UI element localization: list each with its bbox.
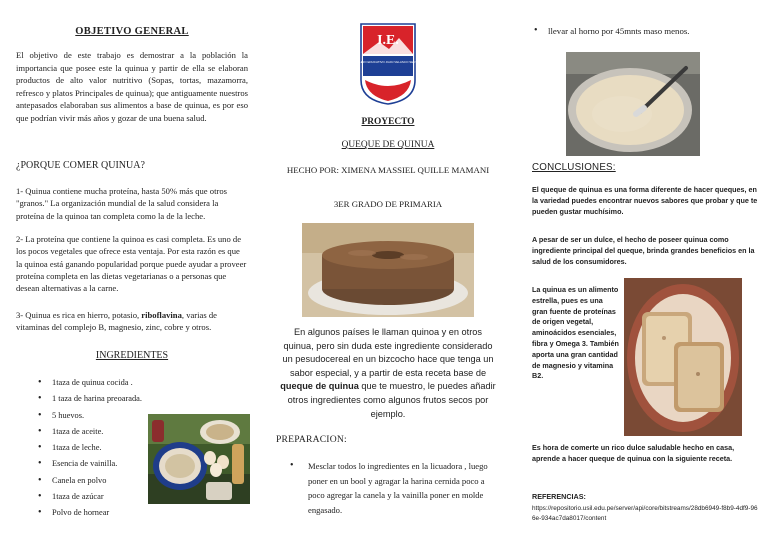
cake-slices-photo (624, 278, 742, 436)
list-item: • Esencia de vainilla. (38, 456, 158, 472)
list-item: • 1taza de aceite. (38, 424, 158, 440)
ingredients-photo (148, 414, 250, 504)
list-item: • Polvo de hornear (38, 505, 158, 521)
conclusion-4: Es hora de comerte un rico dulce saludable hecho en casa, aprende a hacer queque de quinua con la siguiente receta. (532, 443, 735, 463)
why-reason-3-bold: riboflavina (141, 310, 182, 320)
list-item: • 5 huevos. (38, 408, 158, 424)
list-item: • Mesclar todos lo ingredientes en la licuadora , luego poner en un bool y agragar la harina cernida poco a poco agregar la canela y la vainilla poner en molde engasado. (290, 459, 502, 517)
why-reason-3-start: 3- Quinua es rica en hierro, potasio, (16, 310, 142, 320)
why-reason-2: 2- La proteína que contiene la quinoa es casi completa. Es uno de los pocos vegetales que ofrece esta ventaja. Por esta razón es que la quinoa está ganando popularidad porque puede ayudar a proveer proteína completa en las dietas vegetarianas o a personas que desean alternativas a la carne. (16, 234, 247, 294)
preparation-title: PREPARACION: (276, 434, 347, 445)
references-title: REFERENCIAS: (532, 492, 586, 501)
conclusion-2: A pesar de ser un dulce, el hecho de poseer quinua como ingrediente principal del queque, brinda grandes beneficios en la salud de los consumidores. (532, 235, 755, 266)
school-logo (350, 22, 426, 106)
batter-bowl-photo (566, 52, 700, 156)
why-reason-3 (16, 309, 248, 334)
intro-paragraph (278, 326, 498, 421)
oven-step: • llevar al horno por 45mnts maso menos. (548, 26, 758, 36)
why-reason-3-end: , varias de vitaminas del complejo B, magnesio, zinc, cobre y otros. (16, 310, 217, 333)
preparation-list (290, 459, 502, 517)
quinoa-cake-photo (302, 223, 474, 317)
conclusion-1: El queque de quinua es una forma diferente de hacer queques, en la variedad puedes encontrar nuevos sabores que probar y que te pueden gustar muchísimo. (532, 185, 758, 216)
list-item: • 1taza de quinua cocida . (38, 375, 158, 391)
reference-link[interactable]: https://repositorio.usil.edu.pe/server/api/core/bitstreams/28db6949-f8b9-4df9-966e-934ac7da8017/content (532, 505, 758, 522)
ingredients-list (38, 375, 158, 522)
logo-caption: COMPLEJO EDUCATIVO JUAN VELASCO SECTOR 12 (350, 60, 426, 64)
conclusion-3: La quinua es un alimento estrella, pues es una gran fuente de proteínas de origen vegetal, aminoácidos esenciales, fibra y Omega 3. También aporta una gran cantidad de magnesio y vitamina B2. (532, 285, 619, 381)
middle-panel (272, 0, 504, 543)
list-item: • 1 taza de harina preoarada. (38, 391, 158, 407)
right-panel (528, 0, 756, 543)
objective-text: El objetivo de este trabajo es demostrar a la población la importancia que posee este la quinua y partir de ella se elaboran productos de alto valor nutritivo (Sopas, tortas, mazamorra, refresco y platos Principales de quinua); que antiguamente nuestros antepasados elaboraban sus alimentos a base de quinua, es por eso que podrían vivir más años y gozar de una buena salud. (16, 50, 248, 123)
intro-bold: queque de quinua (280, 381, 359, 392)
recipe-title: QUEQUE DE QUINUA (341, 140, 435, 150)
intro-end: que te muestro, le puedes añadir otros ingredientes como algunos frutos secos por ejemplo. (287, 381, 496, 419)
why-eat-quinoa-title: ¿PORQUE COMER QUINUA? (16, 160, 145, 171)
conclusions-title: CONCLUSIONES: (532, 162, 616, 173)
intro-start: En algunos países le llaman quinoa y en otros quinua, pero sin duda este ingrediente considerado un pesudocereal en un bizcocho hace que tenga un sabor especial, y a partir de esta receta base de (282, 327, 494, 378)
logo-text: I.E. (377, 33, 399, 48)
left-panel (16, 0, 248, 543)
objective-title: OBJETIVO GENERAL (75, 26, 189, 37)
list-item: • Canela en polvo (38, 473, 158, 489)
project-title: PROYECTO (361, 117, 415, 127)
list-item: • 1taza de azúcar (38, 489, 158, 505)
ingredients-title: INGREDIENTES (95, 350, 169, 361)
list-item: • 1taza de leche. (38, 440, 158, 456)
grade-line: 3ER GRADO DE PRIMARIA (333, 199, 443, 209)
author-line: HECHO POR: XIMENA MASSIEL QUILLE MAMANI (286, 165, 490, 175)
why-reason-1: 1- Quinua contiene mucha proteína, hasta 50% más que otros "granos." La organización mundial de la salud considera la proteína de la quinoa tan completa como la de la leche. (16, 186, 227, 221)
